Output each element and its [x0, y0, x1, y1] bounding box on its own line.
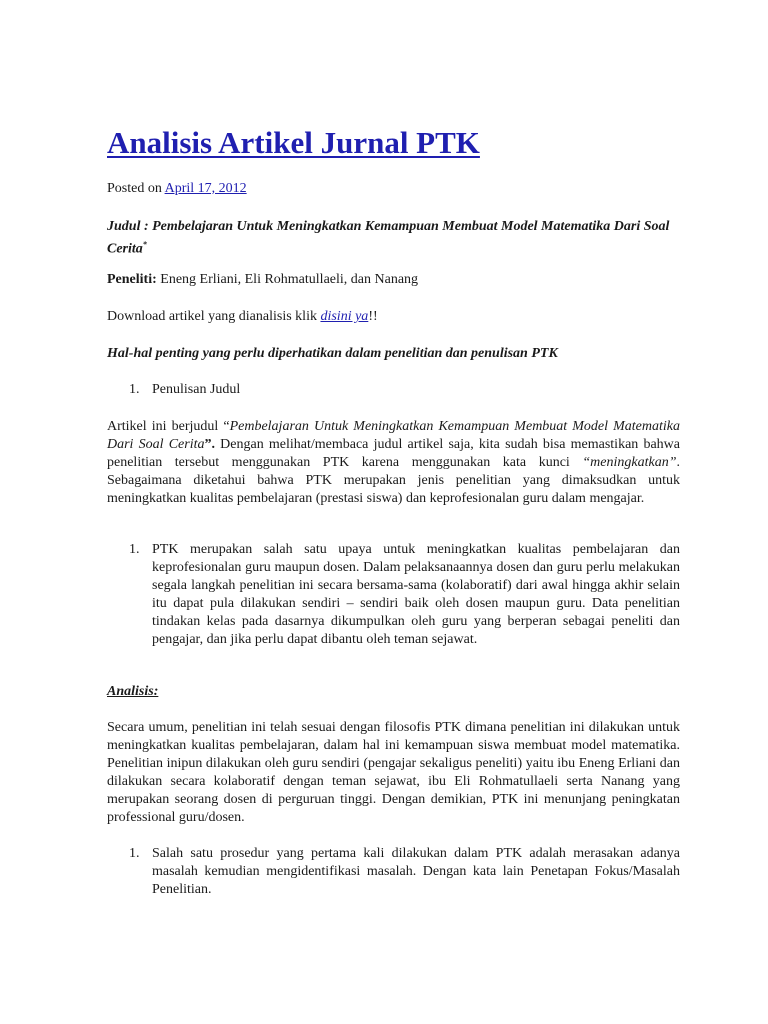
researchers-names: Eneng Erliani, Eli Rohmatullaeli, dan Nanang — [160, 272, 419, 287]
analysis-heading: Analisis: — [107, 684, 159, 699]
list-number: 1. — [129, 542, 140, 557]
list-number: 1. — [129, 382, 140, 397]
paragraph-analysis: Secara umum, penelitian ini telah sesuai dengan filosofis PTK dimana penelitian ini dilakukan untuk meningkatkan kualitas pembelajaran, dalam hal ini kemampuan siswa membuat model matematika. Penelitian inipun dilakukan oleh guru sendiri (pengajar sekaligus peneliti) yaitu ibu Eneng Erliani dan dilakukan secara kolaboratif dengan teman sejawat, ibu Eli Rohmatullaeli serta Nanang yang merupakan seorang dosen di perguruan tinggi. Dengan demikian, PTK ini menunjang peningkatan professional guru/dosen. — [107, 720, 680, 825]
article-subject-title — [107, 218, 680, 259]
judul-text: Judul : Pembelajaran Untuk Meningkatkan Kemampuan Membuat Model Matematika Dari Soal Cerita — [107, 219, 670, 257]
judul-footnote-mark: * — [142, 240, 147, 249]
posted-date-link[interactable]: April 17, 2012 — [164, 181, 247, 196]
download-text: Download artikel yang dianalisis klik — [107, 309, 317, 324]
para1-quoted-title: Pembelajaran Untuk Meningkatkan Kemampuan Membuat Model Matematika Dari Soal Cerita — [107, 419, 680, 452]
posted-line — [107, 181, 247, 197]
download-link[interactable]: disini ya — [320, 309, 369, 324]
list-text: Salah satu prosedur yang pertama kali dilakukan dalam PTK adalah merasakan adanya masalah kemudian mengidentifikasi masalah. Dengan kata lain Penetapan Fokus/Masalah Penelitian. — [152, 846, 680, 897]
download-line — [107, 309, 378, 325]
paragraph-title-analysis — [107, 418, 680, 508]
article-title[interactable]: Analisis Artikel Jurnal PTK — [107, 125, 480, 160]
para1-a: Artikel ini berjudul “ — [107, 419, 230, 434]
list-number: 1. — [129, 846, 140, 861]
para1-keyword: “meningkatkan” — [582, 455, 677, 470]
researchers-line — [107, 272, 418, 288]
list-text: PTK merupakan salah satu upaya untuk meningkatkan kualitas pembelajaran dan keprofesionalan guru maupun dosen. Dalam pelaksanaannya dosen dan guru perlu melakukan segala langkah penelitian ini secara bersama-sama (kolaboratif) dari awal hingga akhir selain itu dapat pula dilakukan sendiri – sendiri baik oleh dosen maupun guru. Data penelitian tindakan kelas pada dasarnya dikumpulkan oleh guru yang berperan sebagai peneliti dan pengajar, dan jika perlu dapat dibantu oleh teman sejawat. — [152, 542, 680, 647]
list-item — [107, 541, 680, 667]
list-item — [107, 845, 680, 899]
list-item — [107, 381, 680, 399]
posted-prefix: Posted on — [107, 181, 162, 196]
para1-f: . Sebagaimana diketahui bahwa PTK merupakan jenis penelitian yang dimaksudkan untuk meningkatkan kualitas pembelajaran (prestasi siswa) dan keprofesionalan guru dalam mengajar. — [107, 455, 680, 506]
para1-d: Dengan melihat/membaca judul artikel saja, kita sudah bisa memastikan bahwa penelitian tersebut menggunakan PTK karena menggunakan kata kunci — [107, 437, 681, 470]
researchers-label: Peneliti: — [107, 272, 157, 287]
download-suffix: !! — [368, 309, 378, 324]
para1-c: ”. — [204, 437, 215, 452]
list-text: Penulisan Judul — [152, 382, 241, 397]
section-heading: Hal-hal penting yang perlu diperhatikan dalam penelitian dan penulisan PTK — [107, 346, 558, 361]
